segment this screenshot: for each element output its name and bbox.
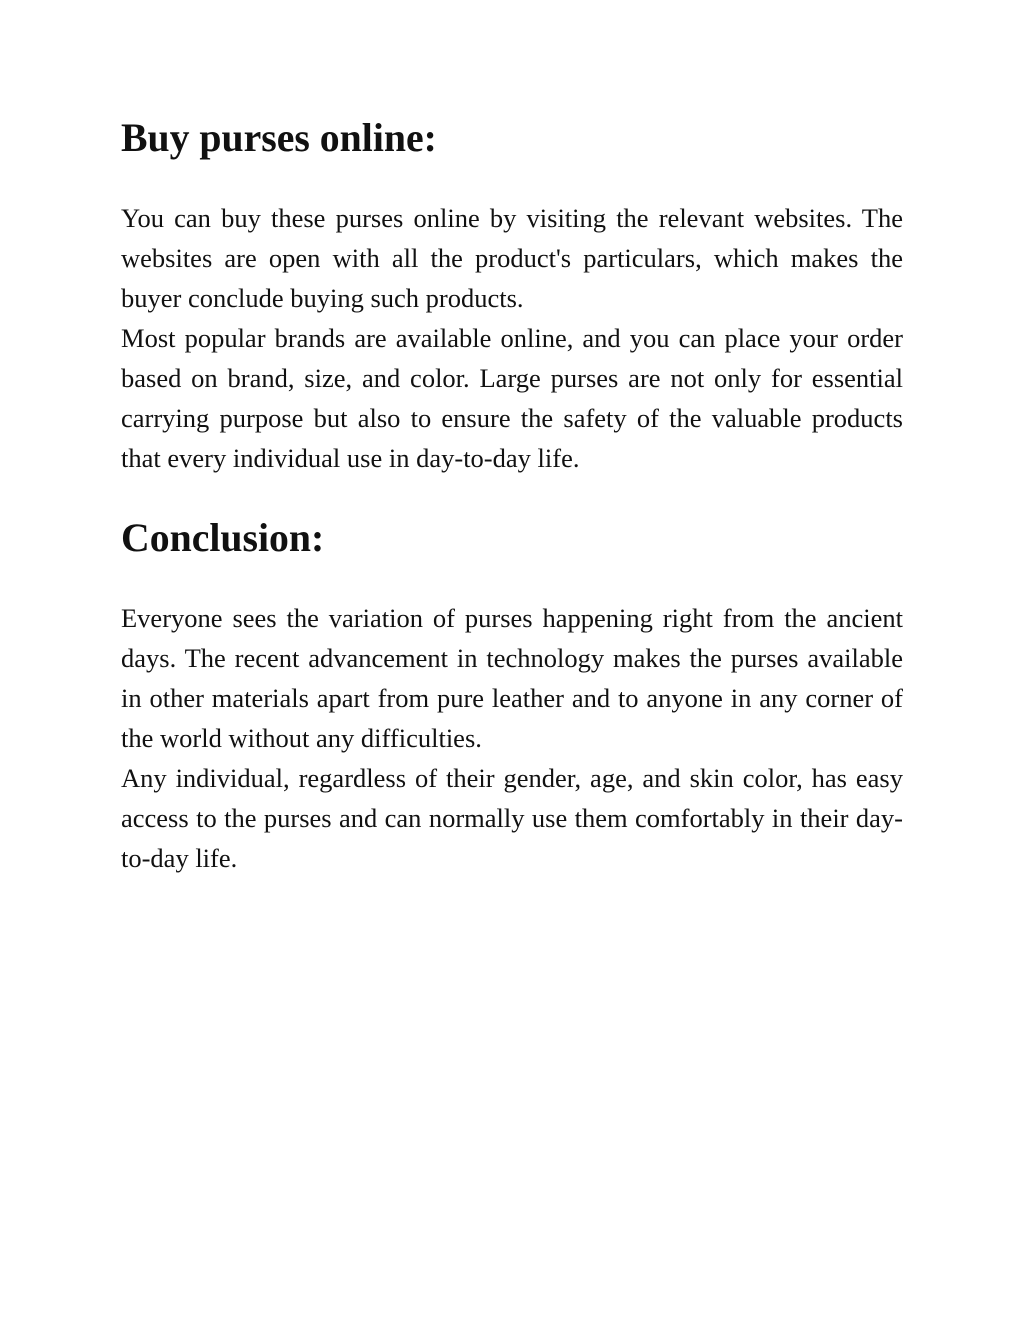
document-page (121, 118, 903, 878)
paragraph: Any individual, regardless of their gender, age, and skin color, has easy access to the purses and can normally use them comfortably in their day-to-day life. (121, 763, 903, 873)
paragraph: You can buy these purses online by visiting the relevant websites. The websites are open with all the product's particulars, which makes the buyer conclude buying such products. (121, 203, 903, 313)
section-buy-purses-online (121, 118, 903, 478)
paragraph: Most popular brands are available online, and you can place your order based on brand, size, and color. Large purses are not only for essential carrying purpose but also to ensure the safety of the valuable products that every individual use in day-to-day life. (121, 323, 903, 473)
section-heading: Buy purses online: (121, 116, 437, 160)
spacer (121, 158, 903, 198)
paragraph: Everyone sees the variation of purses happening right from the ancient days. The recent advancement in technology makes the purses available in other materials apart from pure leather and to anyone in any corner of the world without any difficulties. (121, 603, 903, 753)
spacer (121, 478, 903, 518)
spacer (121, 558, 903, 598)
section-heading: Conclusion: (121, 516, 325, 560)
section-conclusion (121, 518, 903, 878)
